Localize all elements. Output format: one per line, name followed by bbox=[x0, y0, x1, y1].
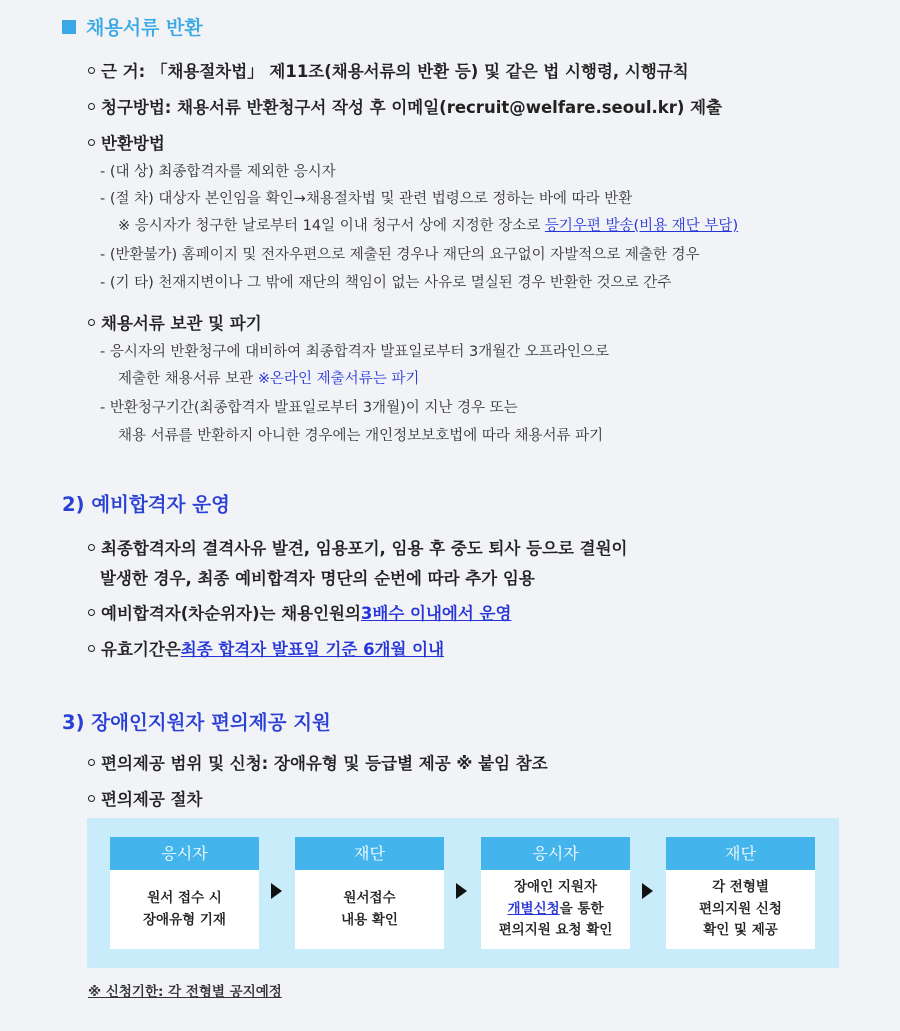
return-target-line: - (대 상) 최종합격자를 제외한 응시자 bbox=[100, 164, 336, 180]
arrow-right-icon bbox=[642, 883, 653, 899]
claim-method-text: 청구방법: 채용서류 반환청구서 작성 후 이메일(recruit@welfare.seoul.kr) 제출 bbox=[101, 98, 723, 117]
storage-line-2-text: 제출한 채용서류 보관 bbox=[118, 371, 258, 387]
unreturnable-line: - (반환불가) 홈페이지 및 전자우편으로 제출된 경우나 재단의 요구없이 자발적으로 제출한 경우 bbox=[100, 247, 700, 263]
application-deadline-note: ※ 신청기한: 각 전형별 공지예정 bbox=[88, 984, 282, 1000]
step-box-4 bbox=[666, 837, 815, 949]
section-title-disability-support: 3) 장애인지원자 편의제공 지원 bbox=[62, 711, 331, 734]
validity-period-link[interactable]: 최종 합격자 발표일 기준 6개월 이내 bbox=[180, 640, 445, 659]
reserve-item-1-continued: 발생한 경우, 최종 예비합격자 명단의 순번에 따라 추가 임용 bbox=[100, 569, 535, 588]
storage-heading bbox=[88, 310, 262, 334]
storage-title: 채용서류 보관 및 파기 bbox=[101, 314, 262, 333]
step-2-line-2: 내용 확인 bbox=[341, 911, 398, 928]
step-3-line-1: 장애인 지원자 bbox=[514, 879, 597, 896]
section-title-document-return bbox=[62, 13, 203, 40]
circle-bullet-icon bbox=[88, 609, 95, 616]
reserve-item-3 bbox=[88, 636, 444, 660]
support-procedure-item bbox=[88, 786, 202, 810]
step-4-line-3: 확인 및 제공 bbox=[703, 922, 778, 939]
step-3-line-2 bbox=[508, 899, 604, 921]
procedure-flow-panel bbox=[87, 818, 839, 968]
step-2-body bbox=[295, 870, 444, 949]
basis-text: 근 거: 「채용절차법」 제11조(채용서류의 반환 등) 및 같은 법 시행령, 시행규칙 bbox=[101, 62, 689, 81]
support-scope-text: 편의제공 범위 및 신청: 장애유형 및 등급별 제공 ※ 붙임 참조 bbox=[101, 754, 548, 773]
reserve-item-2 bbox=[88, 600, 511, 624]
circle-bullet-icon bbox=[88, 319, 95, 326]
step-2-head: 재단 bbox=[295, 837, 444, 870]
step-1-head: 응시자 bbox=[110, 837, 259, 870]
claim-method-item bbox=[88, 94, 722, 118]
circle-bullet-icon bbox=[88, 544, 95, 551]
step-box-1 bbox=[110, 837, 259, 949]
circle-bullet-icon bbox=[88, 139, 95, 146]
step-3-head: 응시자 bbox=[481, 837, 630, 870]
reserve-item-1-text: 최종합격자의 결격사유 발견, 임용포기, 임용 후 중도 퇴사 등으로 결원이 bbox=[101, 539, 628, 558]
circle-bullet-icon bbox=[88, 645, 95, 652]
circle-bullet-icon bbox=[88, 759, 95, 766]
individual-application-link[interactable]: 개별신청 bbox=[507, 900, 560, 917]
online-docs-destroyed-note: ※온라인 제출서류는 파기 bbox=[257, 371, 420, 387]
other-line: - (기 타) 천재지변이나 그 밖에 재단의 책임이 없는 사유로 멸실된 경우 반환한 것으로 간주 bbox=[100, 275, 672, 291]
support-procedure-text: 편의제공 절차 bbox=[101, 790, 203, 809]
step-box-3 bbox=[481, 837, 630, 949]
reserve-item-2-text: 예비합격자(차순위자)는 채용인원의 bbox=[101, 604, 361, 623]
return-note-text: ※ 응시자가 청구한 날로부터 14일 이내 청구서 상에 지정한 장소로 bbox=[118, 218, 545, 234]
storage-line-3: - 반환청구기간(최종합격자 발표일로부터 3개월)이 지난 경우 또는 bbox=[100, 400, 518, 416]
return-note-line bbox=[118, 214, 738, 235]
circle-bullet-icon bbox=[88, 103, 95, 110]
return-method-heading bbox=[88, 130, 165, 154]
storage-line-4: 채용 서류를 반환하지 아니한 경우에는 개인정보보호법에 따라 채용서류 파기 bbox=[118, 428, 604, 444]
basis-item bbox=[88, 58, 689, 82]
section-title-reserve-candidates: 2) 예비합격자 운영 bbox=[62, 493, 230, 516]
storage-line-1: - 응시자의 반환청구에 대비하여 최종합격자 발표일로부터 3개월간 오프라인으로 bbox=[100, 344, 609, 360]
step-3-line-2-rest: 을 통한 bbox=[559, 900, 604, 917]
step-4-line-2: 편의지원 신청 bbox=[699, 900, 782, 917]
step-3-body bbox=[481, 870, 630, 949]
circle-bullet-icon bbox=[88, 795, 95, 802]
square-bullet-icon bbox=[62, 20, 76, 34]
registered-mail-link[interactable]: 등기우편 발송(비용 재단 부담) bbox=[544, 218, 739, 234]
triple-quota-link[interactable]: 3배수 이내에서 운영 bbox=[360, 604, 512, 623]
section-title-text: 채용서류 반환 bbox=[86, 17, 203, 39]
step-3-line-3: 편의지원 요청 확인 bbox=[498, 922, 613, 939]
step-1-body bbox=[110, 870, 259, 949]
step-4-body bbox=[666, 870, 815, 949]
return-method-title: 반환방법 bbox=[101, 134, 165, 153]
step-4-line-1: 각 전형별 bbox=[712, 879, 769, 896]
step-1-line-2: 장애유형 기재 bbox=[143, 911, 226, 928]
step-1-line-1: 원서 접수 시 bbox=[147, 889, 222, 906]
storage-line-2 bbox=[118, 367, 419, 388]
step-box-2 bbox=[295, 837, 444, 949]
support-scope-item bbox=[88, 750, 548, 774]
reserve-item-3-text: 유효기간은 bbox=[101, 640, 181, 659]
return-procedure-line: - (절 차) 대상자 본인임을 확인→채용절차법 및 관련 법령으로 정하는 바에 따라 반환 bbox=[100, 191, 633, 207]
arrow-right-icon bbox=[271, 883, 282, 899]
circle-bullet-icon bbox=[88, 67, 95, 74]
arrow-right-icon bbox=[456, 883, 467, 899]
reserve-item-1 bbox=[88, 535, 627, 559]
step-2-line-1: 원서접수 bbox=[343, 889, 396, 906]
step-4-head: 재단 bbox=[666, 837, 815, 870]
